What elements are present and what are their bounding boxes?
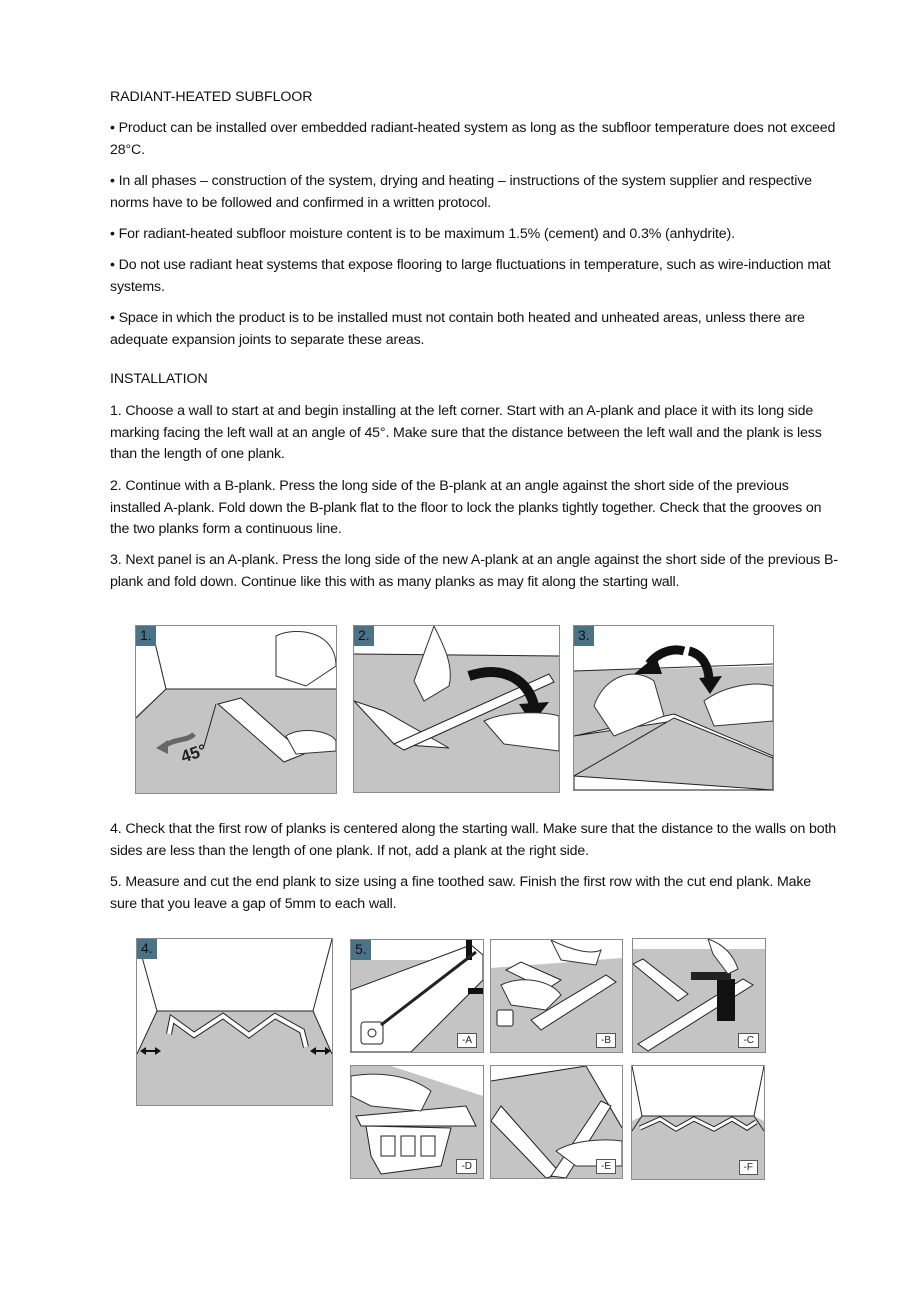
connect-a-plank-illustration	[574, 626, 773, 790]
figure-step-5e	[490, 1065, 623, 1179]
figure-badge: 2.	[354, 626, 374, 646]
figure-badge: 5.	[351, 940, 371, 960]
section-heading-radiant: RADIANT-HEATED SUBFLOOR	[110, 89, 313, 105]
installation-step-1: 1. Choose a wall to start at and begin installing at the left corner. Start with an A-plank and place it with its long side marking facing the left wall at an angle of 45°. Make sure that the distance between the left wall and the plank is less than the length of one plank.	[110, 403, 822, 462]
radiant-bullet-2: • In all phases – construction of the system, drying and heating – instructions of the system supplier and respective norms have to be followed and confirmed in a written protocol.	[110, 173, 812, 211]
figure-step-5c	[632, 938, 766, 1053]
section-heading-installation: INSTALLATION	[110, 371, 208, 387]
radiant-bullet-1: • Product can be installed over embedded radiant-heated system as long as the subfloor temperature does not exceed 28°C.	[110, 120, 836, 158]
centered-first-row-illustration	[137, 939, 332, 1105]
figure-step-5b	[490, 939, 623, 1053]
sub-label-d: -D	[456, 1159, 477, 1174]
figure-badge: 4.	[137, 939, 157, 959]
figure-step-4	[136, 938, 333, 1106]
figure-badge: 3.	[574, 626, 594, 646]
figure-step-5d	[350, 1065, 484, 1179]
installation-step-5: 5. Measure and cut the end plank to size using a fine toothed saw. Finish the first row with the cut end plank. Make sure that you leave a gap of 5mm to each wall.	[110, 874, 812, 912]
radiant-bullet-3: • For radiant-heated subfloor moisture content is to be maximum 1.5% (cement) and 0.3% (anhydrite).	[110, 226, 735, 242]
sub-label-a: -A	[457, 1033, 477, 1048]
figure-step-3	[573, 625, 774, 791]
figure-step-1	[135, 625, 337, 794]
sub-label-e: -E	[596, 1159, 616, 1174]
sub-label-c: -C	[738, 1033, 759, 1048]
radiant-bullet-5: • Space in which the product is to be installed must not contain both heated and unheated areas, unless there are adequate expansion joints to separate these areas.	[110, 310, 805, 348]
figure-badge: 1.	[136, 626, 156, 646]
fold-down-plank-illustration	[354, 626, 559, 792]
installation-step-3: 3. Next panel is an A-plank. Press the long side of the new A-plank at an angle against the short side of the previous B-plank and fold down. Continue like this with as many planks as may fit along the starting wall.	[110, 552, 838, 590]
sub-label-b: -B	[596, 1033, 616, 1048]
installation-step-4: 4. Check that the first row of planks is centered along the starting wall. Make sure that the distance to the walls on both sides are less than the length of one plank. If not, add a plank at the right side.	[110, 821, 837, 859]
figure-step-5f	[631, 1065, 765, 1180]
figure-step-5a	[350, 939, 484, 1053]
figure-step-2	[353, 625, 560, 793]
installation-step-2: 2. Continue with a B-plank. Press the long side of the B-plank at an angle against the short side of the previous installed A-plank. Fold down the B-plank flat to the floor to lock the planks tightly together. Check that the grooves on the two planks form a continuous line.	[110, 478, 822, 537]
angle-label: 45°	[178, 740, 209, 767]
radiant-bullet-4: • Do not use radiant heat systems that expose flooring to large fluctuations in temperature, such as wire-induction mat systems.	[110, 257, 831, 295]
plank-45-degree-illustration	[136, 626, 336, 793]
sub-label-f: -F	[739, 1160, 758, 1175]
